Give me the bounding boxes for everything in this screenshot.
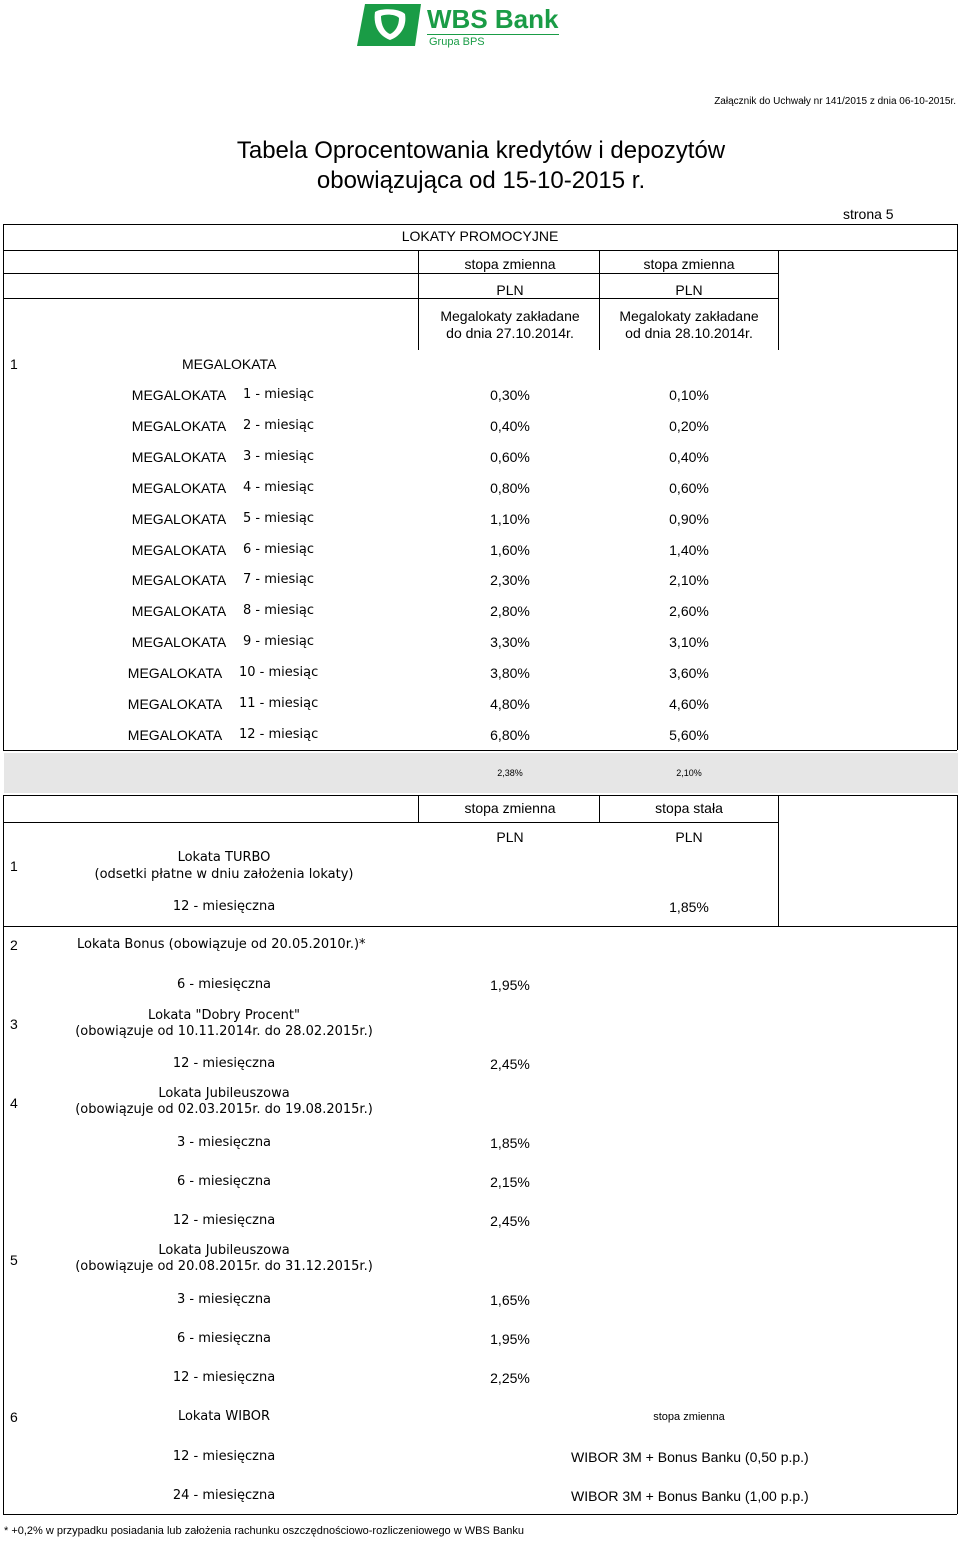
mega-row-rate-a: 6,80%: [490, 726, 530, 743]
promo-col1-currency: PLN: [496, 282, 524, 298]
mega-row-term: 7 - miesiąc: [243, 572, 314, 588]
mega-row-term: 3 - miesiąc: [243, 448, 314, 464]
promo-col1-note-a: Megalokaty zakładane: [440, 308, 580, 324]
jub2-row-term: 12 - miesięczna: [172, 1370, 276, 1385]
jub1-row-value: 2,45%: [490, 1213, 530, 1229]
promo-col1-rate: stopa zmienna: [464, 256, 556, 272]
promo-col2-note-b: od dnia 28.10.2014r.: [625, 325, 753, 341]
mega-row-term: 8 - miesiąc: [243, 603, 314, 619]
mega-row-name: MEGALOKATA: [131, 603, 227, 620]
turbo-currency-a: PLN: [496, 829, 524, 845]
mega-row-rate-a: 3,80%: [490, 665, 530, 682]
mega-section-number: 1: [10, 356, 18, 372]
promo-col2-rate: stopa zmienna: [643, 256, 735, 272]
average-col1: 2,38%: [497, 768, 523, 778]
jub2-subtitle: (obowiązuje od 20.08.2015r. do 31.12.2015r.): [75, 1259, 373, 1274]
jub1-row-value: 2,15%: [490, 1174, 530, 1190]
brand-name: WBS Bank: [427, 4, 559, 34]
mega-row-name: MEGALOKATA: [131, 541, 227, 558]
promo-col1-note-b: do dnia 27.10.2014r.: [446, 325, 574, 341]
mega-row-rate-a: 2,80%: [490, 603, 530, 620]
mega-row-term: 1 - miesiąc: [243, 387, 314, 402]
turbo-rate-b: stopa stała: [655, 800, 723, 816]
dobry-term: 12 - miesięczna: [172, 1056, 276, 1071]
mega-row-name: MEGALOKATA: [131, 634, 227, 651]
bonus-title: Lokata Bonus (obowiązuje od 20.05.2010r.)*: [77, 937, 366, 952]
turbo-currency-b: PLN: [675, 829, 703, 845]
mega-row-term: 4 - miesiąc: [243, 479, 314, 495]
average-row: [4, 753, 958, 793]
mega-row-rate-b: 0,20%: [669, 417, 709, 434]
bonus-value: 1,95%: [490, 977, 530, 993]
jub1-row-term: 3 - miesięczna: [176, 1135, 272, 1150]
page-number: strona 5: [843, 206, 894, 222]
mega-row-rate-a: 0,40%: [490, 417, 530, 434]
annex-note: Załącznik do Uchwały nr 141/2015 z dnia 06-10-2015r.: [714, 96, 956, 107]
wibor-row-term: 12 - miesięczna: [172, 1449, 276, 1464]
mega-row-rate-b: 1,40%: [669, 541, 709, 558]
jub1-row-term: 12 - miesięczna: [172, 1213, 276, 1228]
mega-row-rate-b: 0,40%: [669, 448, 709, 465]
page-title-line2: obowiązująca od 15-10-2015 r.: [316, 167, 646, 194]
mega-row-name: MEGALOKATA: [131, 479, 227, 496]
dobry-title: Lokata "Dobry Procent": [148, 1008, 300, 1023]
jub2-row-value: 2,25%: [490, 1370, 530, 1386]
mega-row-name: MEGALOKATA: [131, 417, 227, 434]
mega-row-rate-b: 2,10%: [669, 572, 709, 589]
mega-row-rate-b: 0,60%: [669, 479, 709, 496]
promo-header: LOKATY PROMOCYJNE: [401, 228, 559, 244]
mega-row-rate-a: 3,30%: [490, 634, 530, 651]
mega-row-rate-b: 3,10%: [669, 634, 709, 651]
average-col2: 2,10%: [676, 768, 702, 778]
jub2-title: Lokata Jubileuszowa: [158, 1243, 290, 1258]
mega-row-rate-b: 3,60%: [669, 665, 709, 682]
turbo-title: Lokata TURBO: [177, 850, 271, 865]
wibor-number: 6: [10, 1409, 18, 1425]
jub2-row-value: 1,65%: [490, 1292, 530, 1308]
mega-row-name: MEGALOKATA: [131, 510, 227, 527]
mega-row-term: 5 - miesiąc: [243, 510, 314, 526]
bonus-term: 6 - miesięczna: [176, 977, 272, 992]
mega-row-term: 2 - miesiąc: [243, 417, 314, 433]
turbo-rate-a: stopa zmienna: [464, 800, 556, 816]
mega-row-name: MEGALOKATA: [131, 572, 227, 589]
mega-row-rate-b: 0,90%: [669, 510, 709, 527]
turbo-value: 1,85%: [669, 899, 709, 915]
mega-row-term: 10 - miesiąc: [239, 665, 319, 681]
mega-row-term: 6 - miesiąc: [243, 541, 314, 557]
dobry-subtitle: (obowiązuje od 10.11.2014r. do 28.02.2015r.): [75, 1024, 373, 1039]
mega-row-term: 12 - miesiąc: [239, 726, 319, 742]
turbo-term: 12 - miesięczna: [172, 899, 276, 914]
mega-row-rate-b: 5,60%: [669, 726, 709, 743]
mega-row-rate-b: 0,10%: [669, 387, 709, 403]
mega-row-rate-a: 4,80%: [490, 696, 530, 712]
mega-row-name: MEGALOKATA: [131, 387, 227, 403]
promo-col2-note-a: Megalokaty zakładane: [619, 308, 759, 324]
mega-row-rate-b: 4,60%: [669, 696, 709, 712]
brand-group: Grupa BPS: [429, 36, 485, 48]
turbo-subtitle: (odsetki płatne w dniu założenia lokaty): [94, 867, 354, 882]
mega-row-rate-a: 1,60%: [490, 541, 530, 558]
mega-row-rate-a: 0,60%: [490, 448, 530, 465]
mega-row-name: MEGALOKATA: [127, 696, 223, 712]
mega-row-term: 11 - miesiąc: [239, 696, 319, 711]
jub1-title: Lokata Jubileuszowa: [158, 1086, 290, 1101]
wibor-row-value: WIBOR 3M + Bonus Banku (0,50 p.p.): [571, 1449, 809, 1465]
mega-row-term: 9 - miesiąc: [243, 634, 314, 650]
dobry-value: 2,45%: [490, 1056, 530, 1072]
footnote: * +0,2% w przypadku posiadania lub założenia rachunku oszczędnościowo-rozliczeniowego w WBS Banku: [4, 1525, 525, 1537]
wibor-title: Lokata WIBOR: [177, 1409, 271, 1424]
logo: [355, 2, 575, 52]
mega-row-rate-a: 2,30%: [490, 572, 530, 589]
mega-row-rate-a: 0,30%: [490, 387, 530, 403]
mega-row-name: MEGALOKATA: [127, 665, 223, 682]
mega-row-name: MEGALOKATA: [127, 726, 223, 743]
jub2-row-term: 6 - miesięczna: [176, 1331, 272, 1346]
jub2-number: 5: [10, 1252, 18, 1268]
mega-section-title: MEGALOKATA: [182, 356, 277, 372]
wibor-rate: stopa zmienna: [653, 1411, 725, 1423]
promo-col2-currency: PLN: [675, 282, 703, 298]
wibor-row-value: WIBOR 3M + Bonus Banku (1,00 p.p.): [571, 1488, 809, 1504]
turbo-number: 1: [10, 858, 18, 874]
mega-row-name: MEGALOKATA: [131, 448, 227, 465]
mega-row-rate-b: 2,60%: [669, 603, 709, 620]
mega-row-rate-a: 1,10%: [490, 510, 530, 527]
bonus-number: 2: [10, 937, 18, 953]
dobry-number: 3: [10, 1016, 18, 1032]
jub1-row-value: 1,85%: [490, 1135, 530, 1151]
shield-logo-icon: [355, 2, 425, 48]
jub2-row-term: 3 - miesięczna: [176, 1292, 272, 1307]
jub1-number: 4: [10, 1095, 18, 1111]
jub2-row-value: 1,95%: [490, 1331, 530, 1347]
mega-row-rate-a: 0,80%: [490, 479, 530, 496]
jub1-subtitle: (obowiązuje od 02.03.2015r. do 19.08.2015r.): [75, 1102, 373, 1117]
wibor-row-term: 24 - miesięczna: [172, 1488, 276, 1503]
jub1-row-term: 6 - miesięczna: [176, 1174, 272, 1189]
page-title-line1: Tabela Oprocentowania kredytów i depozytów: [236, 137, 726, 164]
